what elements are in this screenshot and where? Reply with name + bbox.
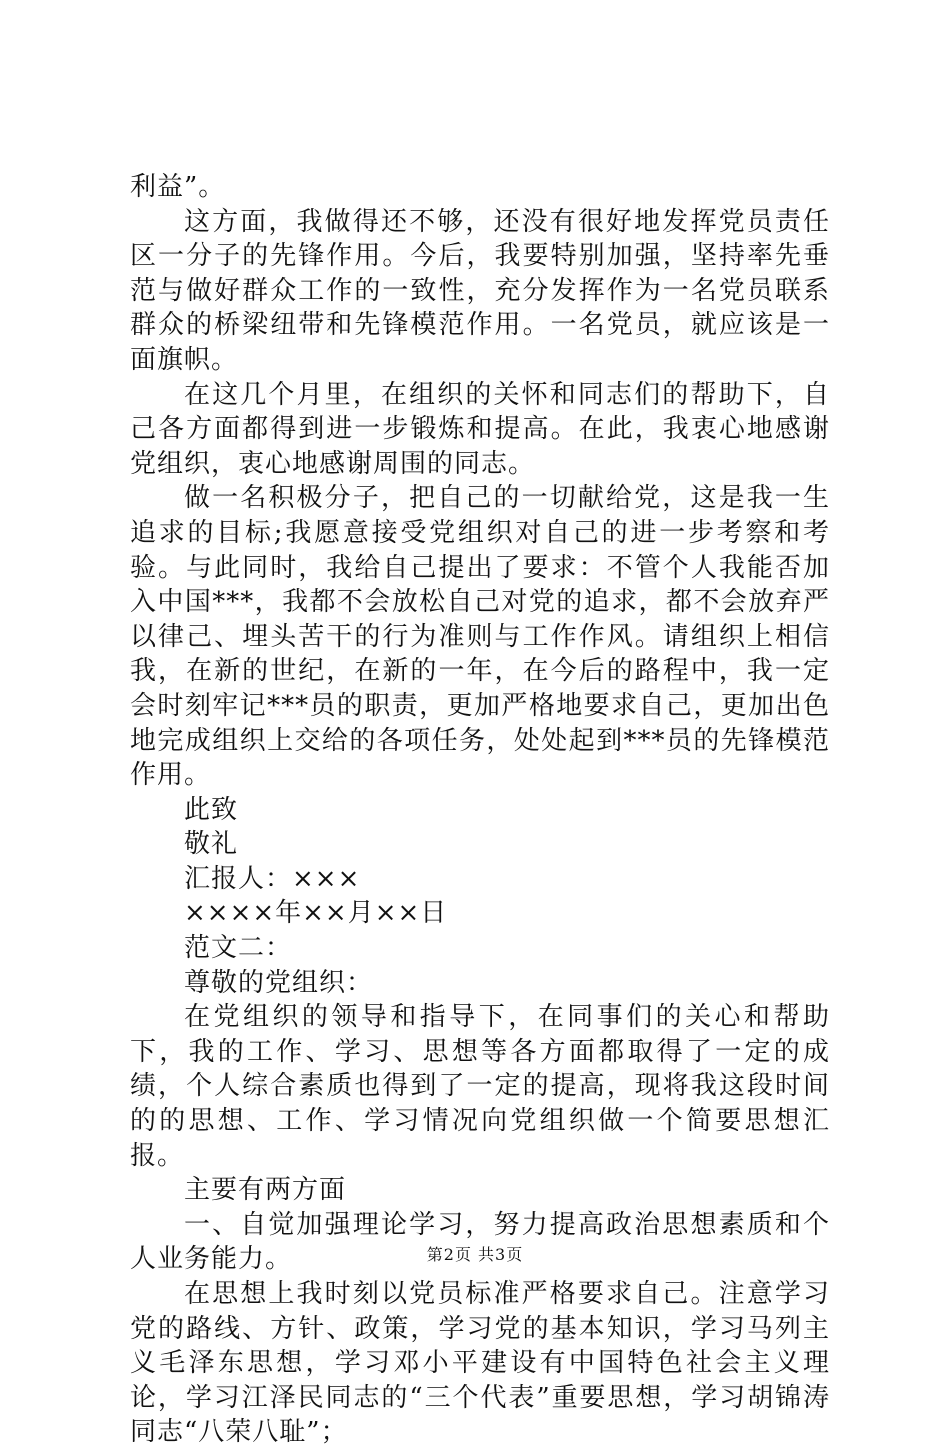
- paragraph-1: 利益”。: [130, 172, 226, 202]
- section-heading: 范文二：: [184, 933, 293, 964]
- paragraph-3: 在这几个月里，在组织的关怀和同志们的帮助下，自己各方面都得到进一步锻炼和提高。在此，我衷心地感谢党组织，衷心地感谢周围的同志。: [130, 379, 830, 479]
- paragraph-6: 主要有两方面: [184, 1175, 347, 1206]
- paragraph-5: 在党组织的领导和指导下，在同事们的关心和帮助下，我的工作、学习、思想等各方面都取得了一定的成绩，个人综合素质也得到了一定的提高，现将我这段时间的的思想、工作、学习情况向党组织做一个简要思想汇报。: [130, 1002, 830, 1171]
- paragraph-4: 做一名积极分子，把自己的一切献给党，这是我一生追求的目标;我愿意接受党组织对自己的进一步考察和考验。与此同时，我给自己提出了要求：不管个人我能否加入中国***，我都不会放松自己对党的追求，都不会放弃严以律己、埋头苦干的行为准则与工作作风。请组织上相信我，在新的世纪，在新的一年，在今后的路程中，我一定会时刻牢记***员的职责，更加严格地要求自己，更加出色地完成组织上交给的各项任务，处处起到***员的先锋模范作用。: [130, 483, 830, 791]
- closing-salutation: 此致: [184, 794, 239, 825]
- closing-respect: 敬礼: [184, 829, 239, 860]
- greeting-line: 尊敬的党组织：: [184, 967, 374, 998]
- paragraph-2: 这方面，我做得还不够，还没有很好地发挥党员责任区一分子的先锋作用。今后，我要特别加强，坚持率先垂范与做好群众工作的一致性，充分发挥作为一名党员联系群众的桥梁纽带和先锋模范作用。一名党员，就应该是一面旗帜。: [130, 206, 830, 375]
- paragraph-7: 一、自觉加强理论学习，努力提高政治思想素质和个人业务能力。: [130, 1209, 830, 1275]
- reporter-line: 汇报人：×××: [184, 863, 361, 894]
- page-number-footer: 第2页 共3页: [426, 1245, 524, 1264]
- paragraph-8: 在思想上我时刻以党员标准严格要求自己。注意学习党的路线、方针、政策，学习党的基本知识，学习马列主义毛泽东思想，学习邓小平建设有中国特色社会主义理论，学习江泽民同志的“三个代表”重要思想，学习胡锦涛同志“八荣八耻”；: [130, 1279, 830, 1448]
- date-line: ××××年××月××日: [184, 898, 448, 929]
